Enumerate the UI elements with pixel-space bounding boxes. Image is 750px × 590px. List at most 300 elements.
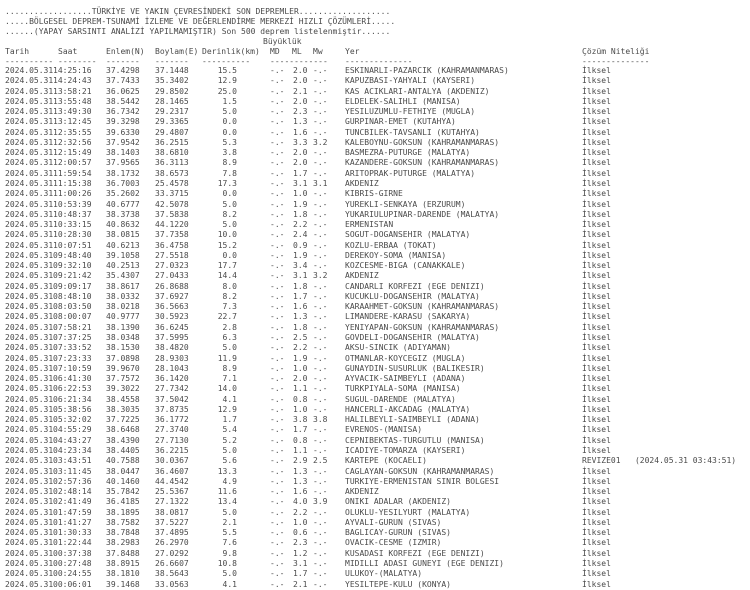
earthquake-row <box>0 230 750 240</box>
cell-md: -.- <box>270 117 285 127</box>
cell-ml: 3.1 <box>293 271 308 281</box>
col-derinlik: Derinlik(km) <box>202 47 260 56</box>
title-line: ..................TÜRKİYE VE YAKIN ÇEVRESİNDEKİ SON DEPREMLER................... <box>5 7 391 16</box>
cell-depth: 7.3 <box>222 302 237 312</box>
cell-date: 2024.05.31 <box>5 250 54 260</box>
cell-md: -.- <box>270 363 285 373</box>
cell-solution-type: İlksel <box>582 445 611 455</box>
cell-time: 09:48:40 <box>53 250 92 260</box>
cell-location: KOZLU-ERBAA (TOKAT) <box>345 240 437 250</box>
cell-ml: 1.6 <box>293 302 308 312</box>
cell-solution-type: İlksel <box>582 476 611 486</box>
cell-depth: 8.9 <box>222 363 237 373</box>
cell-mw: -.- <box>313 117 328 127</box>
cell-md: -.- <box>270 404 285 414</box>
cell-date: 2024.05.31 <box>5 220 54 230</box>
earthquake-row <box>0 456 750 466</box>
cell-longitude: 38.6810 <box>155 148 189 158</box>
cell-md: -.- <box>270 384 285 394</box>
cell-ml: 0.6 <box>293 528 308 538</box>
earthquake-row <box>0 415 750 425</box>
cell-longitude: 27.3740 <box>155 425 189 435</box>
cell-date: 2024.05.31 <box>5 374 54 384</box>
cell-md: -.- <box>270 322 285 332</box>
cell-md: -.- <box>270 333 285 343</box>
cell-md: -.- <box>270 158 285 168</box>
cell-date: 2024.05.31 <box>5 487 54 497</box>
cell-md: -.- <box>270 96 285 106</box>
cell-longitude: 36.2215 <box>155 445 189 455</box>
cell-longitude: 25.4578 <box>155 178 189 188</box>
cell-md: -.- <box>270 507 285 517</box>
cell-mw: -.- <box>313 230 328 240</box>
earthquake-row <box>0 395 750 405</box>
cell-date: 2024.05.31 <box>5 425 54 435</box>
cell-solution-type: İlksel <box>582 312 611 322</box>
cell-ml: 1.1 <box>293 384 308 394</box>
cell-longitude: 26.2970 <box>155 538 189 548</box>
cell-date: 2024.05.31 <box>5 384 54 394</box>
cell-date: 2024.05.31 <box>5 548 54 558</box>
cell-depth: 7.6 <box>222 538 237 548</box>
col-ml: ML <box>292 47 302 56</box>
cell-longitude: 37.1448 <box>155 66 189 75</box>
cell-depth: 0.0 <box>222 127 237 137</box>
cell-longitude: 28.1043 <box>155 363 189 373</box>
earthquake-row <box>0 405 750 415</box>
cell-solution-type: İlksel <box>582 291 611 301</box>
cell-longitude: 38.5643 <box>155 569 189 579</box>
cell-depth: 8.0 <box>222 281 237 291</box>
cell-solution-type: İlksel <box>582 466 611 476</box>
cell-ml: 1.3 <box>293 117 308 127</box>
cell-md: -.- <box>270 343 285 353</box>
cell-mw: -.- <box>313 363 328 373</box>
cell-ml: 1.8 <box>293 322 308 332</box>
cell-mw: -.- <box>313 261 328 271</box>
cell-latitude: 35.4307 <box>106 271 140 281</box>
cell-depth: 0.0 <box>222 250 237 260</box>
cell-depth: 8.2 <box>222 291 237 301</box>
cell-md: -.- <box>270 415 285 425</box>
cell-location: AYVALI-GURUN (SIVAS) <box>345 517 442 527</box>
cell-time: 12:32:56 <box>53 137 92 147</box>
cell-mw: 3.8 <box>313 415 328 425</box>
cell-date: 2024.05.31 <box>5 199 54 209</box>
cell-solution-type: İlksel <box>582 538 611 548</box>
cell-latitude: 37.7225 <box>106 415 140 425</box>
cell-date: 2024.05.31 <box>5 363 54 373</box>
earthquake-row <box>0 580 750 590</box>
cell-depth: 12.9 <box>217 76 237 86</box>
cell-mw: -.- <box>313 199 328 209</box>
cell-mw: 2.5 <box>313 456 328 466</box>
cell-latitude: 36.7342 <box>106 107 140 117</box>
cell-time: 07:33:52 <box>53 343 92 353</box>
cell-ml: 0.8 <box>293 435 308 445</box>
cell-mw: 3.9 <box>313 497 328 507</box>
cell-ml: 2.2 <box>293 343 308 353</box>
cell-ml: 1.6 <box>293 487 308 497</box>
cell-time: 03:43:51 <box>53 456 92 466</box>
cell-mw: -.- <box>313 312 328 322</box>
cell-mw: -.- <box>313 548 328 558</box>
cell-latitude: 38.0348 <box>106 333 140 343</box>
earthquake-row <box>0 528 750 538</box>
cell-solution-type: İlksel <box>582 497 611 507</box>
cell-md: -.- <box>270 148 285 158</box>
cell-mw: -.- <box>313 384 328 394</box>
cell-time: 09:09:17 <box>53 281 92 291</box>
cell-mw: -.- <box>313 528 328 538</box>
cell-solution-type: İlksel <box>582 415 611 425</box>
cell-depth: 0.0 <box>222 189 237 199</box>
cell-ml: 1.3 <box>293 476 308 486</box>
cell-mw: -.- <box>313 394 328 404</box>
cell-location: AKSU-SINCIK (ADIYAMAN) <box>345 343 451 353</box>
cell-location: DEREKOY-SOMA (MANISA) <box>345 250 447 260</box>
cell-latitude: 36.7003 <box>106 178 140 188</box>
cell-time: 12:15:49 <box>53 148 92 158</box>
cell-date: 2024.05.31 <box>5 281 54 291</box>
cell-latitude: 38.0815 <box>106 230 140 240</box>
cell-depth: 5.4 <box>222 425 237 435</box>
cell-solution-type: İlksel <box>582 322 611 332</box>
earthquake-row <box>0 271 750 281</box>
cell-date: 2024.05.31 <box>5 107 54 117</box>
cell-depth: 1.7 <box>222 415 237 425</box>
cell-time: 08:03:50 <box>53 302 92 312</box>
cell-depth: 11.6 <box>217 487 237 497</box>
cell-mw: -.- <box>313 76 328 86</box>
cell-depth: 5.2 <box>222 435 237 445</box>
cell-md: -.- <box>270 127 285 137</box>
cell-solution-type: İlksel <box>582 137 611 147</box>
cell-latitude: 37.9542 <box>106 137 140 147</box>
cell-location: TURKPIYALA-SOMA (MANISA) <box>345 384 461 394</box>
cell-ml: 2.0 <box>293 96 308 106</box>
cell-mw: -.- <box>313 374 328 384</box>
cell-depth: 13.4 <box>217 497 237 507</box>
earthquake-row <box>0 425 750 435</box>
cell-latitude: 37.7572 <box>106 374 140 384</box>
cell-depth: 4.9 <box>222 476 237 486</box>
cell-date: 2024.05.31 <box>5 168 54 178</box>
cell-depth: 1.5 <box>222 96 237 106</box>
cell-solution-type: İlksel <box>582 487 611 497</box>
cell-latitude: 38.4558 <box>106 394 140 404</box>
cell-depth: 7.1 <box>222 374 237 384</box>
earthquake-row <box>0 138 750 148</box>
cell-mw: 3.1 <box>313 178 328 188</box>
divider: ---------- <box>202 57 251 66</box>
cell-date: 2024.05.31 <box>5 137 54 147</box>
cell-latitude: 38.2983 <box>106 538 140 548</box>
cell-md: -.- <box>270 394 285 404</box>
cell-md: -.- <box>270 538 285 548</box>
cell-location: OVACIK-CESME (IZMIR) <box>345 538 442 548</box>
cell-mw: -.- <box>313 281 328 291</box>
cell-md: -.- <box>270 291 285 301</box>
cell-location: OTMANLAR-KOYCEGIZ (MUGLA) <box>345 353 466 363</box>
cell-md: -.- <box>270 445 285 455</box>
cell-time: 02:48:14 <box>53 487 92 497</box>
cell-longitude: 25.5367 <box>155 487 189 497</box>
cell-mw: -.- <box>313 538 328 548</box>
cell-solution-type: İlksel <box>582 558 611 568</box>
cell-ml: 2.3 <box>293 107 308 117</box>
cell-time: 00:27:48 <box>53 558 92 568</box>
cell-ml: 1.1 <box>293 445 308 455</box>
cell-mw: 3.2 <box>313 271 328 281</box>
cell-mw: -.- <box>313 445 328 455</box>
cell-mw: -.- <box>313 435 328 445</box>
earthquake-row <box>0 508 750 518</box>
cell-mw: -.- <box>313 466 328 476</box>
earthquake-row <box>0 374 750 384</box>
cell-mw: -.- <box>313 66 328 75</box>
cell-date: 2024.05.31 <box>5 579 54 589</box>
cell-date: 2024.05.31 <box>5 497 54 507</box>
cell-time: 10:28:30 <box>53 230 92 240</box>
cell-md: -.- <box>270 271 285 281</box>
cell-date: 2024.05.31 <box>5 96 54 106</box>
cell-md: -.- <box>270 569 285 579</box>
cell-ml: 1.0 <box>293 189 308 199</box>
cell-latitude: 36.0625 <box>106 86 140 96</box>
cell-date: 2024.05.31 <box>5 230 54 240</box>
cell-date: 2024.05.31 <box>5 333 54 343</box>
cell-longitude: 29.8502 <box>155 86 189 96</box>
cell-date: 2024.05.31 <box>5 517 54 527</box>
cell-mw: -.- <box>313 569 328 579</box>
earthquake-row <box>0 158 750 168</box>
cell-time: 02:41:49 <box>53 497 92 507</box>
divider: ------------ <box>270 57 328 66</box>
cell-ml: 2.2 <box>293 220 308 230</box>
cell-solution-type: İlksel <box>582 507 611 517</box>
cell-location: EVRENOS-(MANISA) <box>345 425 423 435</box>
cell-location: CANDARLI KORFEZI (EGE DENIZI) <box>345 281 485 291</box>
cell-ml: 1.9 <box>293 199 308 209</box>
cell-solution-type: İlksel <box>582 230 611 240</box>
cell-solution-type: İlksel <box>582 168 611 178</box>
cell-solution-type: İlksel <box>582 240 611 250</box>
cell-mw: -.- <box>313 127 328 137</box>
cell-time: 06:22:53 <box>53 384 92 394</box>
cell-location: CAGLAYAN-GOKSUN (KAHRAMANMARAS) <box>345 466 495 476</box>
cell-depth: 14.4 <box>217 271 237 281</box>
cell-md: -.- <box>270 240 285 250</box>
cell-latitude: 38.0218 <box>106 302 140 312</box>
cell-longitude: 37.4895 <box>155 528 189 538</box>
cell-location: HALILBEYLI-SAIMBEYLI (ADANA) <box>345 415 480 425</box>
cell-longitude: 38.6573 <box>155 168 189 178</box>
cell-md: -.- <box>270 466 285 476</box>
cell-ml: 1.7 <box>293 291 308 301</box>
cell-latitude: 38.0332 <box>106 291 140 301</box>
cell-solution-type: İlksel <box>582 148 611 158</box>
earthquake-row <box>0 169 750 179</box>
cell-md: -.- <box>270 261 285 271</box>
earthquake-row <box>0 76 750 86</box>
earthquake-row <box>0 538 750 548</box>
earthquake-row <box>0 292 750 302</box>
cell-location: YUREKLI-SENKAYA (ERZURUM) <box>345 199 466 209</box>
cell-solution-type: İlksel <box>582 333 611 343</box>
cell-depth: 9.8 <box>222 548 237 558</box>
cell-solution-type: İlksel <box>582 374 611 384</box>
cell-location: ELDELEK-SALIHLI (MANISA) <box>345 96 461 106</box>
cell-location: BASMEZRA-PUTURGE (MALATYA) <box>345 148 471 158</box>
cell-ml: 4.0 <box>293 497 308 507</box>
cell-ml: 1.9 <box>293 353 308 363</box>
cell-md: -.- <box>270 230 285 240</box>
cell-solution-type: İlksel <box>582 425 611 435</box>
cell-solution-type: İlksel <box>582 261 611 271</box>
cell-location: CEPNIBEKTAS-TURGUTLU (MANISA) <box>345 435 485 445</box>
cell-latitude: 38.1530 <box>106 343 140 353</box>
cell-time: 13:12:45 <box>53 117 92 127</box>
cell-mw: -.- <box>313 476 328 486</box>
cell-solution-type: İlksel <box>582 199 611 209</box>
cell-date: 2024.05.31 <box>5 415 54 425</box>
cell-ml: 2.1 <box>293 579 308 589</box>
cell-ml: 1.7 <box>293 425 308 435</box>
cell-longitude: 44.1220 <box>155 220 189 230</box>
cell-solution-type: İlksel <box>582 394 611 404</box>
cell-mw: -.- <box>313 302 328 312</box>
cell-time: 12:35:55 <box>53 127 92 137</box>
cell-mw: -.- <box>313 507 328 517</box>
cell-depth: 2.8 <box>222 322 237 332</box>
cell-ml: 3.8 <box>293 415 308 425</box>
cell-solution-type: İlksel <box>582 353 611 363</box>
cell-date: 2024.05.31 <box>5 148 54 158</box>
cell-latitude: 37.0898 <box>106 353 140 363</box>
cell-solution-type: İlksel <box>582 86 611 96</box>
cell-depth: 17.3 <box>217 178 237 188</box>
cell-time: 13:58:21 <box>53 86 92 96</box>
cell-md: -.- <box>270 476 285 486</box>
cell-md: -.- <box>270 558 285 568</box>
earthquake-row <box>0 66 750 76</box>
cell-location: OLUKLU-YESILYURT (MALATYA) <box>345 507 471 517</box>
cell-mw: -.- <box>313 579 328 589</box>
cell-longitude: 37.5227 <box>155 517 189 527</box>
cell-time: 12:00:57 <box>53 158 92 168</box>
cell-date: 2024.05.31 <box>5 507 54 517</box>
cell-depth: 5.0 <box>222 507 237 517</box>
cell-date: 2024.05.31 <box>5 209 54 219</box>
earthquake-row <box>0 179 750 189</box>
cell-time: 03:11:45 <box>53 466 92 476</box>
cell-date: 2024.05.31 <box>5 117 54 127</box>
earthquake-row <box>0 364 750 374</box>
earthquake-row <box>0 549 750 559</box>
cell-date: 2024.05.31 <box>5 456 54 466</box>
cell-latitude: 38.6468 <box>106 425 140 435</box>
cell-date: 2024.05.31 <box>5 271 54 281</box>
earthquake-row <box>0 148 750 158</box>
cell-ml: 1.7 <box>293 569 308 579</box>
earthquake-row <box>0 312 750 322</box>
earthquake-row <box>0 518 750 528</box>
cell-latitude: 40.8632 <box>106 220 140 230</box>
cell-longitude: 27.0433 <box>155 271 189 281</box>
cell-time: 04:55:29 <box>53 425 92 435</box>
earthquake-row <box>0 128 750 138</box>
cell-longitude: 26.8688 <box>155 281 189 291</box>
cell-latitude: 37.9565 <box>106 158 140 168</box>
cell-longitude: 33.3715 <box>155 189 189 199</box>
cell-latitude: 39.3298 <box>106 117 140 127</box>
cell-time: 01:41:27 <box>53 517 92 527</box>
cell-latitude: 39.3022 <box>106 384 140 394</box>
cell-ml: 1.8 <box>293 209 308 219</box>
cell-solution-type: İlksel <box>582 76 611 86</box>
cell-date: 2024.05.31 <box>5 312 54 322</box>
earthquake-row <box>0 354 750 364</box>
cell-latitude: 40.6213 <box>106 240 140 250</box>
cell-depth: 12.9 <box>217 404 237 414</box>
cell-md: -.- <box>270 168 285 178</box>
cell-longitude: 36.2515 <box>155 137 189 147</box>
cell-mw: -.- <box>313 96 328 106</box>
cell-depth: 0.0 <box>222 117 237 127</box>
cell-time: 05:38:56 <box>53 404 92 414</box>
cell-longitude: 36.6245 <box>155 322 189 332</box>
earthquake-row <box>0 467 750 477</box>
earthquake-row <box>0 107 750 117</box>
cell-location: ESKINARLI-PAZARCIK (KAHRAMANMARAS) <box>345 66 509 75</box>
cell-solution-type: İlksel <box>582 343 611 353</box>
cell-time: 11:15:38 <box>53 178 92 188</box>
cell-solution-type: İlksel <box>582 404 611 414</box>
cell-longitude: 33.0563 <box>155 579 189 589</box>
cell-location: ONIKI ADALAR (AKDENIZ) <box>345 497 451 507</box>
cell-time: 14:24:43 <box>53 76 92 86</box>
cell-time: 11:00:26 <box>53 189 92 199</box>
cell-date: 2024.05.31 <box>5 343 54 353</box>
cell-time: 07:58:21 <box>53 322 92 332</box>
cell-date: 2024.05.31 <box>5 240 54 250</box>
cell-date: 2024.05.31 <box>5 189 54 199</box>
cell-depth: 5.0 <box>222 445 237 455</box>
cell-time: 06:41:30 <box>53 374 92 384</box>
cell-mw: -.- <box>313 158 328 168</box>
cell-longitude: 37.7358 <box>155 230 189 240</box>
col-mw: Mw <box>313 47 323 56</box>
cell-md: -.- <box>270 487 285 497</box>
cell-mw: -.- <box>313 107 328 117</box>
cell-ml: 3.4 <box>293 261 308 271</box>
cell-solution-type: İlksel <box>582 528 611 538</box>
cell-depth: 13.3 <box>217 466 237 476</box>
cell-location: ICADIYE-TOMARZA (KAYSERI) <box>345 445 466 455</box>
cell-location: SOGUT-DOGANSEHIR (MALATYA) <box>345 230 471 240</box>
cell-location: YUKARIULUPINAR-DARENDE (MALATYA) <box>345 209 500 219</box>
cell-md: -.- <box>270 517 285 527</box>
cell-ml: 1.2 <box>293 548 308 558</box>
cell-latitude: 38.1403 <box>106 148 140 158</box>
cell-latitude: 40.2513 <box>106 261 140 271</box>
cell-md: -.- <box>270 528 285 538</box>
cell-longitude: 28.9303 <box>155 353 189 363</box>
cell-md: -.- <box>270 250 285 260</box>
cell-latitude: 38.7848 <box>106 528 140 538</box>
cell-solution-type: İlksel <box>582 250 611 260</box>
